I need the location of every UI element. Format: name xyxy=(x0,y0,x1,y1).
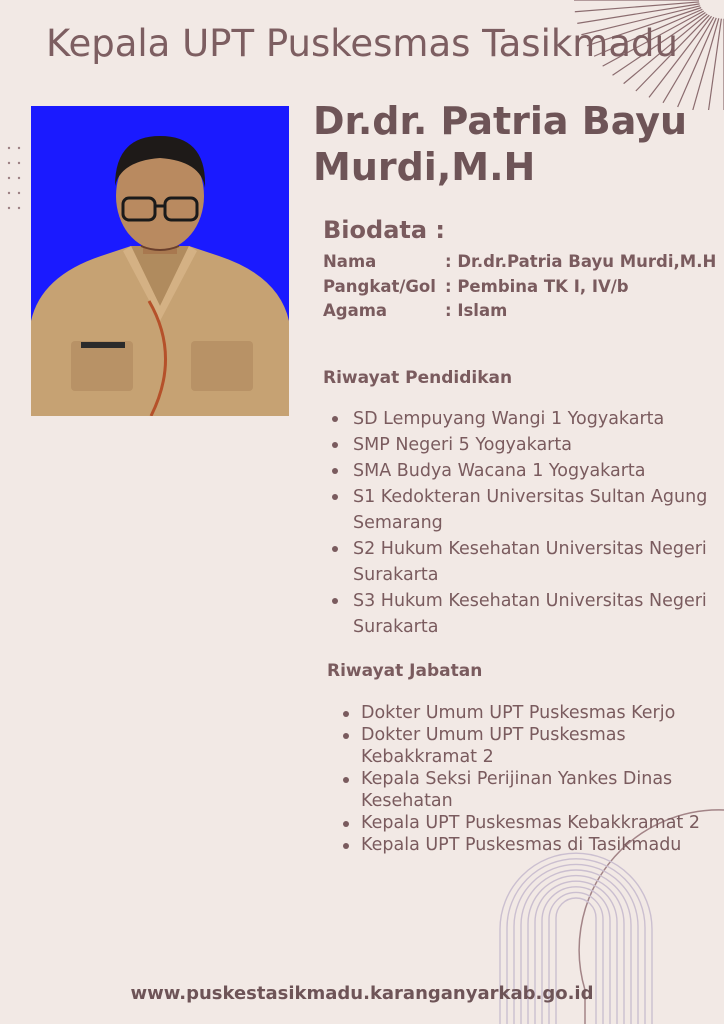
biodata-value: : Pembina TK I, IV/b xyxy=(445,277,629,296)
list-item: Dokter Umum UPT Puskesmas Kerjo xyxy=(338,702,718,724)
list-item: S1 Kedokteran Universitas Sultan Agung Semarang xyxy=(324,484,716,536)
page-title: Kepala UPT Puskesmas Tasikmadu xyxy=(46,22,678,65)
biodata-heading: Biodata : xyxy=(323,216,446,244)
list-item: Kepala UPT Puskesmas di Tasikmadu xyxy=(338,834,718,856)
list-item: SMA Budya Wacana 1 Yogyakarta xyxy=(324,458,716,484)
biodata-label: Pangkat/Gol xyxy=(323,277,436,296)
list-item: SMP Negeri 5 Yogyakarta xyxy=(324,432,716,458)
list-item: Dokter Umum UPT Puskesmas Kebakkramat 2 xyxy=(338,724,718,768)
biodata-value: : Dr.dr.Patria Bayu Murdi,M.H xyxy=(445,252,717,271)
list-item: SD Lempuyang Wangi 1 Yogyakarta xyxy=(324,406,716,432)
biodata-row-pangkat xyxy=(323,277,629,296)
biodata-label: Agama xyxy=(323,301,388,320)
person-name: Dr.dr. Patria Bayu Murdi,M.H xyxy=(313,99,688,189)
profile-photo xyxy=(31,106,289,416)
list-item: Kepala Seksi Perijinan Yankes Dinas Kesehatan xyxy=(338,768,718,812)
footer-url: www.puskestasikmadu.karanganyarkab.go.id xyxy=(130,983,594,1004)
biodata-label: Nama xyxy=(323,252,377,271)
list-item: Kepala UPT Puskesmas Kebakkramat 2 xyxy=(338,812,718,834)
education-list xyxy=(324,406,716,640)
positions-list xyxy=(338,702,718,856)
biodata-row-agama xyxy=(323,301,507,320)
education-heading: Riwayat Pendidikan xyxy=(323,368,513,388)
portrait-illustration xyxy=(31,106,289,416)
dot-grid-decoration xyxy=(6,145,26,225)
biodata-value: : Islam xyxy=(445,301,508,320)
biodata-row-nama xyxy=(323,252,716,271)
list-item: S2 Hukum Kesehatan Universitas Negeri Surakarta xyxy=(324,536,716,588)
list-item: S3 Hukum Kesehatan Universitas Negeri Surakarta xyxy=(324,588,716,640)
positions-heading: Riwayat Jabatan xyxy=(327,661,483,681)
